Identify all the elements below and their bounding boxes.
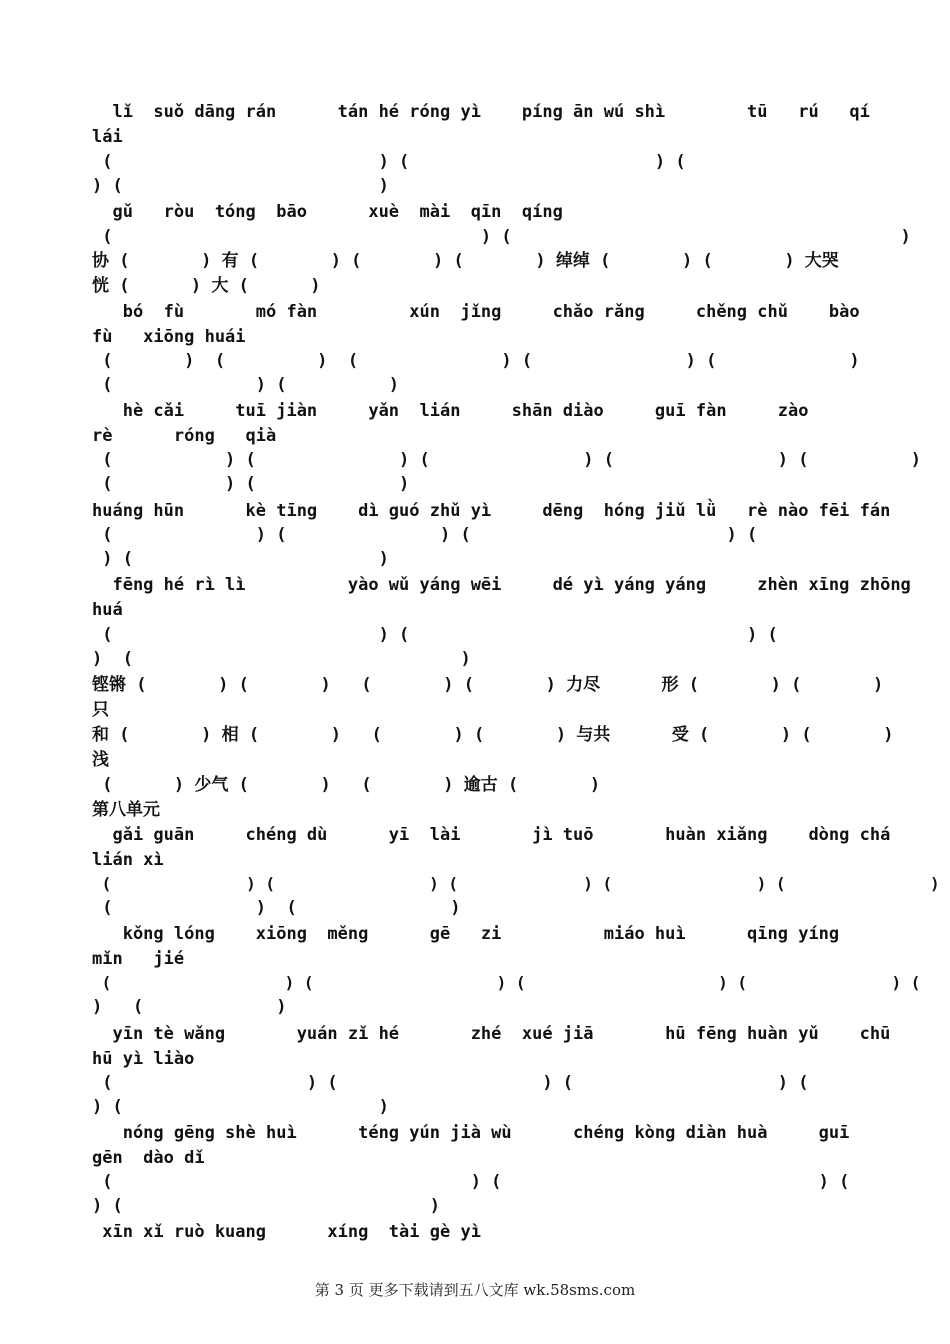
text-line: ( ) ( ) (	[92, 1172, 850, 1192]
page-footer: 第 3 页 更多下载请到五八文库 wk.58sms.com	[314, 1281, 636, 1299]
text-line: hū yì liào	[92, 1049, 195, 1069]
text-line: 和 ( ) 相 ( ) ( ) ( ) 与共 受 ( ) ( )	[92, 725, 894, 745]
text-line: bó fù mó fàn xún jǐng chǎo rǎng chěng chǔ bào	[92, 302, 860, 322]
text-line: 恍 ( ) 大 ( )	[92, 276, 321, 296]
text-line: mǐn jié	[92, 949, 185, 969]
text-line: ( ) ( ) ( ) ( ) ( )	[92, 450, 922, 470]
text-line: 铿锵 ( ) ( ) ( ) ( ) 力尽 形 ( ) ( )	[92, 675, 884, 695]
text-line: ) ( )	[92, 649, 471, 669]
text-line: nóng gēng shè huì téng yún jià wù chéng kòng diàn huà guī	[92, 1123, 850, 1143]
text-line: huá	[92, 600, 123, 620]
text-line: ( ) ( ) ( ) (	[92, 525, 758, 545]
text-line: lǐ suǒ dāng rán tán hé róng yì píng ān wú shì tū rú qí	[92, 102, 870, 122]
text-line: ( ) ( )	[92, 898, 461, 918]
text-line: kǒng lóng xiōng měng gē zi miáo huì qīng yíng	[92, 924, 840, 944]
text-line: ( ) 少气 ( ) ( ) 逾古 ( )	[92, 775, 601, 795]
text-line: gēn dào dǐ	[92, 1148, 205, 1168]
text-line: lián xì	[92, 850, 164, 870]
text-line: ) ( )	[92, 997, 287, 1017]
text-line: 第八单元	[92, 800, 160, 820]
text-line: hè cǎi tuī jiàn yǎn lián shān diào guī fàn zào	[92, 401, 809, 421]
text-line: fēng hé rì lì yào wǔ yáng wēi dé yì yáng yáng zhèn xīng zhōng	[92, 575, 911, 595]
text-line: ( ) ( ) ( ) ( ) ( )	[92, 874, 940, 893]
text-line: fù xiōng huái	[92, 327, 246, 347]
text-line: yīn tè wǎng yuán zǐ hé zhé xué jiā hū fēng huàn yǔ chū	[92, 1024, 891, 1044]
text-line: ( ) ( ) (	[92, 152, 686, 172]
text-line: ( ) ( )	[92, 227, 911, 247]
text-line: ( ) ( )	[92, 375, 400, 395]
text-line: ) ( )	[92, 1196, 440, 1216]
text-line: gǔ ròu tóng bāo xuè mài qīn qíng	[92, 202, 563, 222]
text-line: ( ) ( ) ( ) (	[92, 1073, 809, 1093]
text-line: huáng hūn kè tīng dì guó zhǔ yì dēng hóng jiǔ lǜ rè nào fēi fán	[92, 501, 891, 521]
text-line: ( ) ( )	[92, 474, 410, 494]
text-line: ) ( )	[92, 176, 389, 196]
text-line: 浅	[92, 750, 109, 770]
text-line: ( ) ( ) ( ) ( ) ( )	[92, 351, 860, 371]
text-line: gǎi guān chéng dù yī lài jì tuō huàn xiǎng dòng chá	[92, 825, 891, 845]
text-line: 只	[92, 700, 109, 720]
text-line: rè róng qià	[92, 426, 277, 446]
text-line: ) ( )	[92, 1097, 389, 1117]
text-line: xīn xǐ ruò kuang xíng tài gè yì	[92, 1222, 481, 1242]
text-line: ) ( )	[92, 549, 389, 569]
text-line: ( ) ( ) (	[92, 625, 778, 645]
text-line: 协 ( ) 有 ( ) ( ) ( ) 绰绰 ( ) ( ) 大哭	[92, 251, 839, 271]
text-line: ( ) ( ) ( ) ( ) (	[92, 973, 921, 992]
text-line: lái	[92, 127, 123, 147]
